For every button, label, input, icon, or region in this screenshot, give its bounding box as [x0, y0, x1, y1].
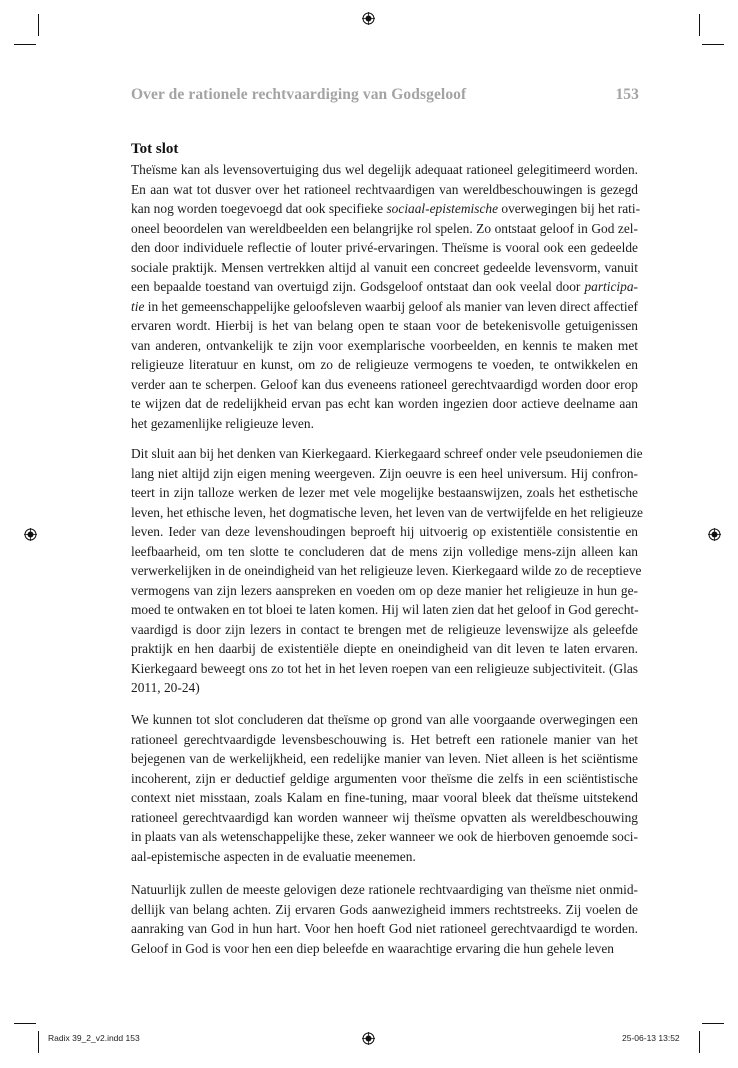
paragraph	[131, 444, 643, 698]
registration-mark-icon	[708, 528, 721, 541]
text-line: verder aan te scherpen. Geloof kan dus eveneens rationeel gerechtvaardigd worden door erop	[131, 376, 638, 392]
text-line: aal-epistemische aspecten in de evaluatie meenemen.	[131, 848, 416, 864]
crop-mark	[699, 14, 700, 36]
footer-date-info: 25-06-13 13:52	[622, 1033, 680, 1043]
text-line: oneel beoordelen van wereldbeelden een belangrijke rol spelen. Zo ontstaat geloof in God zel-	[131, 220, 638, 236]
text-line: sociale praktijk. Mensen vertrekken altijd al vanuit een concreet gedeelde levensvorm, vanuit	[131, 259, 638, 275]
registration-mark-icon	[24, 528, 37, 541]
text-line: lang niet altijd zijn eigen mening weergeven. Zijn oeuvre is een heel universum. Hij confron-	[131, 465, 638, 481]
text-line: leven. Ieder van deze levenshoudingen beproeft hij uitvoerig op existentiële consistentie en	[131, 524, 638, 539]
text-line: religieuze literatuur en kunst, om zo de religieuze vermogens te voeden, te ontwikkelen en	[131, 357, 638, 372]
paragraph	[131, 880, 638, 958]
text-line: Natuurlijk zullen de meeste gelovigen deze rationele rechtvaardiging van theïsme niet onmid-	[131, 882, 638, 897]
text-line: vaardigd is door zijn lezers in contact te brengen met de religieuze levenswijze als geleefde	[131, 621, 638, 637]
text-line: het gezamenlijke religieuze leven.	[131, 415, 314, 431]
text-line: Dit sluit aan bij het denken van Kierkegaard. Kierkegaard schreef onder vele pseudoniemen die	[131, 446, 643, 461]
text-line: leven, het ethische leven, het dogmatische leven, het leven van de vertwijfelde en het religieuze	[131, 504, 643, 520]
text-line: Geloof in God is voor hen een diep beleefde en waarachtige ervaring die hun gehele leven	[131, 940, 614, 956]
text-line: een bepaalde toestand van overtuigd zijn. Godsgeloof ontstaat dan ook veelal door participa-	[131, 279, 638, 294]
text-line: bejegenen van de werkelijkheid, een redelijke manier van leven. Niet alleen is het sciëntisme	[131, 751, 638, 766]
crop-mark	[14, 44, 36, 45]
text-line: ervaren wordt. Hierbij is het van belang open te staan voor de betekenisvolle getuigenissen	[131, 318, 638, 333]
text-line: verwerkelijken in de oneindigheid van het religieuze leven. Kierkegaard wilde zo de receptieve	[131, 563, 642, 578]
text-line: kan nog worden toegevoegd dat ook specifieke sociaal-epistemische overwegingen bij het rati-	[131, 201, 641, 216]
section-heading: Tot slot	[131, 141, 179, 157]
registration-mark-icon	[362, 1032, 375, 1045]
running-head-title: Over de rationele rechtvaardiging van Godsgeloof	[131, 86, 467, 103]
text-line: in plaats van als wetenschappelijke these, zeker wanneer we ook de hierboven genoemde soci-	[131, 829, 638, 844]
text-line: te wijzen dat de redelijkheid ervan pas echt kan worden ingezien door actieve deelname aan	[131, 396, 638, 411]
text-line: En aan wat tot dusver over het rationeel rechtvaardigen van wereldbeschouwingen is gezegd	[131, 181, 638, 197]
crop-mark	[699, 1031, 700, 1053]
text-line: tie in het gemeenschappelijke geloofsleven waarbij geloof als manier van leven direct affectief	[131, 298, 638, 314]
paragraph	[131, 160, 641, 433]
text-line: rationeel gerechtvaardigde levensbeschouwing is. Het betreft een rationele manier van het	[131, 731, 638, 747]
text-line: praktijk en hen daarbij de existentiële diepte en oneindigheid van dit leven te laten ervaren.	[131, 641, 638, 656]
paragraph	[131, 710, 638, 866]
text-line: van anderen, ontvankelijk te zijn voor exemplarische voorbeelden, en kennis te maken met	[131, 337, 638, 353]
text-line: moed te ontwaken en tot bloei te laten komen. Hij wil laten zien dat het geloof in God gerecht-	[131, 602, 639, 617]
text-line: aanraking van God in hun hart. Voor hen hoeft God niet rationeel gerechtvaardigd te worden.	[131, 921, 638, 936]
text-line: vermogens van zijn lezers aanspreken en voeden om op deze manier het religieuze in hun ge-	[131, 582, 638, 598]
text-line: Kierkegaard beweegt ons zo tot het in het leven roepen van een religieuze subjectiviteit. (Glas	[131, 660, 638, 676]
text-line: Theïsme kan als levensovertuiging dus wel degelijk adequaat rationeel gelegitimeerd worden.	[131, 162, 638, 177]
text-line: teert in zijn talloze werken de lezer met vele mogelijke bestaanswijzen, zoals het esthetische	[131, 485, 638, 500]
text-line: We kunnen tot slot concluderen dat theïsme op grond van alle voorgaande overwegingen een	[131, 712, 638, 727]
running-head	[131, 86, 639, 104]
crop-mark	[14, 1023, 36, 1024]
text-line: incoherent, zijn er deductief geldige argumenten voor theïsme die zelfs in een sciëntistische	[131, 770, 638, 786]
text-line: leefbaarheid, om ten slotte te concluderen dat de mens zijn volledige mens-zijn alleen kan	[131, 543, 638, 559]
crop-mark	[38, 14, 39, 36]
crop-mark	[38, 1031, 39, 1053]
page-number: 153	[615, 86, 639, 103]
text-line: context niet misstaan, zoals Kalam en fine-tuning, maar vooral bleek dat theïsme uitstekend	[131, 790, 638, 805]
text-line: dellijk van belang achten. Zij ervaren Gods aanwezigheid immers rechtstreeks. Zij voelen de	[131, 901, 638, 917]
registration-mark-icon	[362, 12, 375, 25]
text-line: rationeel gerechtvaardigd kan worden wanneer wij theïsme opvatten als wereldbeschouwing	[131, 809, 638, 825]
text-line: den door individuele reflectie of louter privé-ervaringen. Theïsme is vooral ook een gedeelde	[131, 240, 638, 255]
footer-file-info: Radix 39_2_v2.indd 153	[48, 1033, 140, 1043]
crop-mark	[702, 1023, 724, 1024]
text-line: 2011, 20-24)	[131, 680, 200, 695]
crop-mark	[702, 44, 724, 45]
